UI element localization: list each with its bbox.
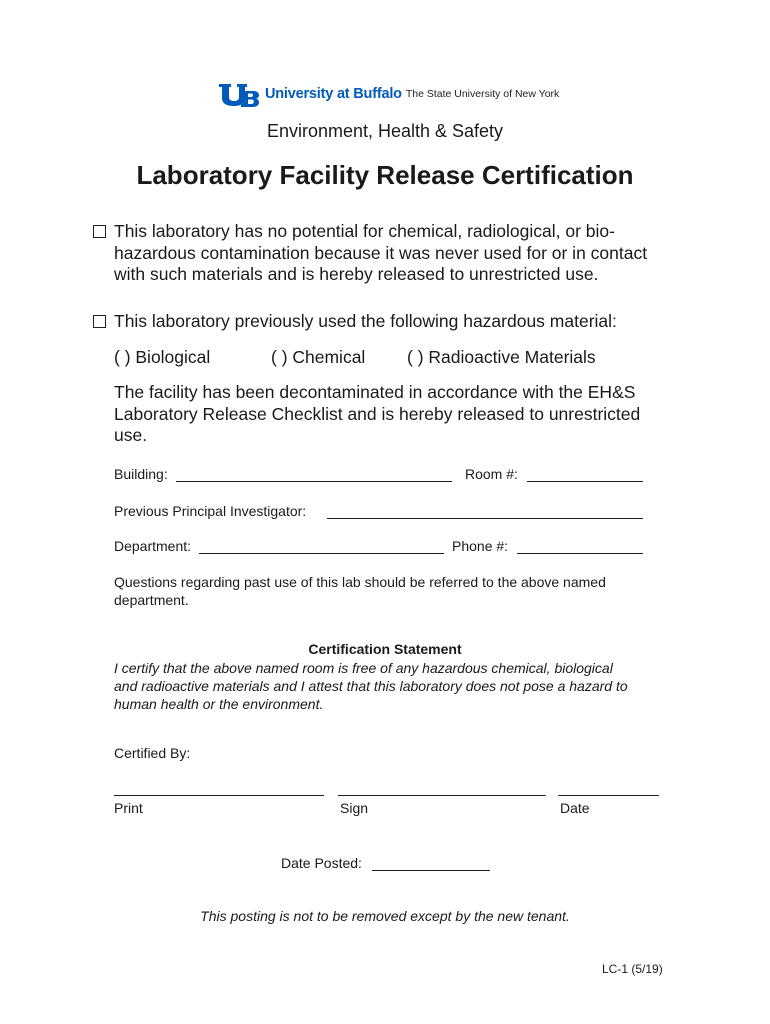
option1-line: with such materials and is hereby released to unrestricted use. [114,264,599,284]
building-input-line[interactable] [176,481,452,482]
decontamination-text [114,382,640,447]
ub-logo [217,80,559,108]
sign-label: Sign [340,800,369,816]
certified-by-label: Certified By: [114,745,191,761]
pi-label: Previous Principal Investigator: [114,503,307,519]
material-radioactive[interactable]: ( ) Radioactive Materials [407,347,596,367]
room-input-line[interactable] [527,481,643,482]
option1-checkbox[interactable] [93,225,106,238]
page-title: Laboratory Facility Release Certification [136,160,634,190]
option1-text [114,221,647,286]
print-input-line[interactable] [114,795,324,796]
option1-line: hazardous contamination because it was never used for or in contact [114,242,648,263]
decon-line: The facility has been decontaminated in accordance with the EH&S [114,382,636,402]
certification-heading: Certification Statement [308,641,462,657]
decon-line: use. [114,425,148,445]
posting-notice: This posting is not to be removed except by the new tenant. [200,908,570,924]
department-label: Department: [114,538,192,554]
logo-name: University at Buffalo [265,86,402,102]
building-label: Building: [114,466,168,482]
questions-line: Questions regarding past use of this lab should be referred to the above named [114,574,606,590]
certification-line: and radioactive materials and I attest that this laboratory does not pose a hazard to [114,678,628,694]
ub-monogram-icon [217,81,261,107]
date-input-line[interactable] [558,795,659,796]
date-posted-input-line[interactable] [372,870,490,871]
questions-line: department. [114,592,189,608]
department-input-line[interactable] [199,553,444,554]
questions-text [114,573,606,609]
print-label: Print [114,800,143,816]
department-heading: Environment, Health & Safety [266,121,504,141]
form-code: LC-1 (5/19) [602,962,663,976]
pi-input-line[interactable] [327,518,643,519]
option2-label: This laboratory previously used the following hazardous material: [114,311,617,331]
option1-line: This laboratory has no potential for chemical, radiological, or bio- [114,221,615,241]
option2-checkbox[interactable] [93,315,106,328]
certification-line: I certify that the above named room is free of any hazardous chemical, biological [114,660,613,676]
certification-line: human health or the environment. [114,696,324,712]
sign-input-line[interactable] [338,795,546,796]
logo-tagline: The State University of New York [405,88,560,100]
room-label: Room #: [465,466,518,482]
material-chemical[interactable]: ( ) Chemical [271,347,366,367]
decon-line: Laboratory Release Checklist and is hereby released to unrestricted [114,403,641,424]
material-biological[interactable]: ( ) Biological [114,347,211,367]
phone-input-line[interactable] [517,553,643,554]
phone-label: Phone #: [452,538,509,554]
date-posted-label: Date Posted: [281,855,362,871]
certification-statement [114,659,628,713]
date-label: Date [560,800,590,816]
